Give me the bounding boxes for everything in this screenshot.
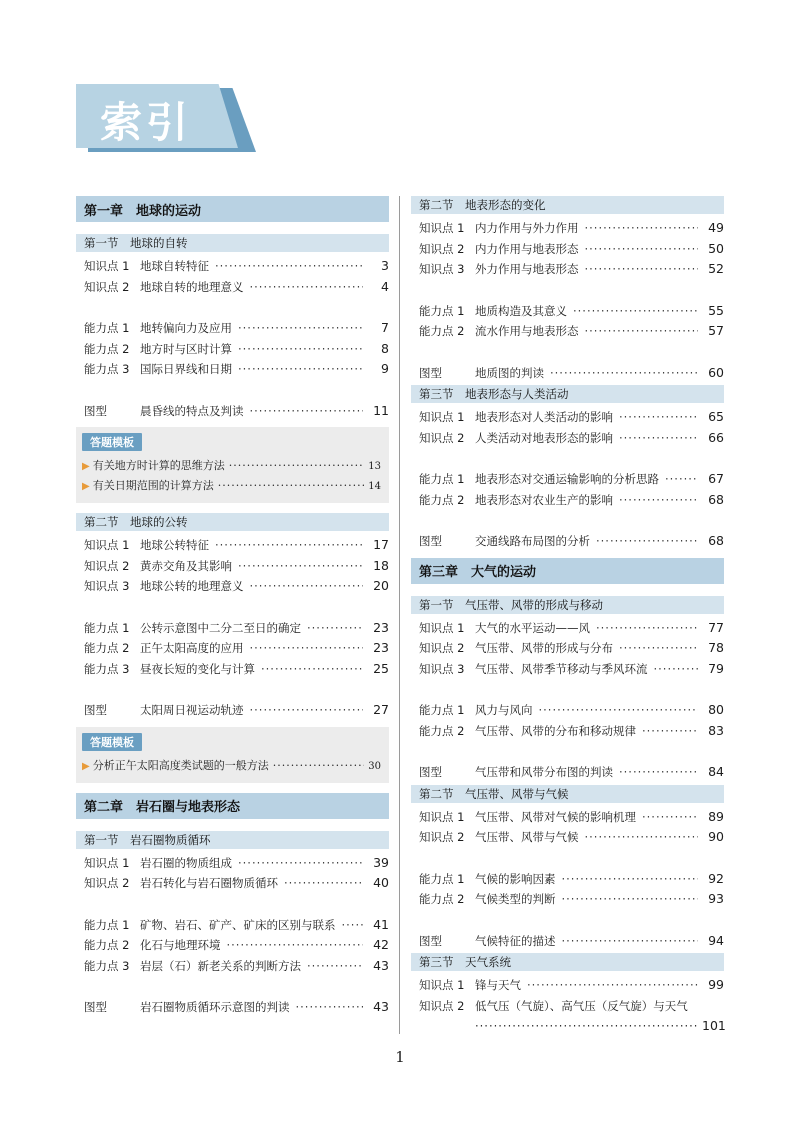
entry-page: 9 bbox=[381, 361, 389, 376]
entry-label: 知识点 1 bbox=[419, 410, 465, 424]
leader-dots bbox=[619, 641, 698, 655]
entry-label: 能力点 2 bbox=[419, 892, 465, 906]
entry-label: 能力点 2 bbox=[84, 938, 130, 952]
index-entry[interactable] bbox=[76, 341, 389, 362]
triangle-icon: ▶ bbox=[82, 760, 90, 772]
entry-label: 知识点 2 bbox=[84, 279, 130, 294]
entry-text: 岩层（石）新老关系的判断方法 bbox=[140, 958, 301, 973]
leader-dots bbox=[550, 366, 698, 380]
leader-dots bbox=[250, 703, 364, 717]
entry-page: 60 bbox=[708, 364, 724, 380]
chapter-heading[interactable]: 第三章 大气的运动 bbox=[411, 558, 724, 584]
entry-page: 7 bbox=[381, 320, 389, 335]
entry-page: 94 bbox=[708, 932, 724, 948]
leader-dots bbox=[238, 321, 363, 335]
entry-label: 知识点 1 bbox=[419, 620, 465, 635]
leader-dots bbox=[562, 934, 699, 948]
entry-page: 43 bbox=[373, 999, 389, 1014]
entry-text: 地球自转的地理意义 bbox=[140, 279, 244, 294]
section-heading[interactable]: 第一节 地球的自转 bbox=[76, 234, 389, 252]
leader-dots bbox=[596, 621, 698, 635]
index-entry[interactable] bbox=[76, 958, 389, 979]
leader-dots bbox=[562, 892, 699, 906]
leader-dots bbox=[215, 538, 363, 552]
index-entry[interactable] bbox=[411, 303, 724, 324]
entry-text: 气压带和风带分布图的判读 bbox=[475, 765, 613, 779]
index-entry[interactable] bbox=[411, 977, 724, 998]
index-entry[interactable] bbox=[76, 403, 389, 424]
entry-page: 39 bbox=[373, 854, 389, 870]
entry-label: 知识点 3 bbox=[84, 579, 130, 593]
index-entry[interactable] bbox=[411, 809, 724, 830]
entry-page: 40 bbox=[373, 875, 389, 890]
page-number: 1 bbox=[395, 1048, 405, 1066]
leader-dots bbox=[585, 324, 699, 338]
entry-page: 4 bbox=[381, 278, 389, 294]
entry-page: 99 bbox=[708, 977, 724, 992]
column-divider bbox=[399, 196, 400, 1034]
entry-label: 知识点 1 bbox=[419, 221, 465, 235]
leader-dots bbox=[250, 404, 364, 418]
entry-text: 黄赤交角及其影响 bbox=[140, 558, 232, 573]
answer-template-box bbox=[76, 727, 389, 783]
entry-page: 90 bbox=[708, 829, 724, 844]
entry-page: 23 bbox=[373, 619, 389, 635]
answer-template-box bbox=[76, 427, 389, 503]
entry-label: 知识点 2 bbox=[419, 641, 465, 655]
entry-page: 92 bbox=[708, 870, 724, 886]
entry-page: 83 bbox=[708, 722, 724, 738]
entry-page: 27 bbox=[373, 702, 389, 717]
leader-dots bbox=[227, 938, 364, 952]
index-entry[interactable] bbox=[76, 578, 389, 599]
template-page: 14 bbox=[368, 481, 381, 492]
chapter-heading[interactable]: 第一章 地球的运动 bbox=[76, 196, 389, 222]
index-entry[interactable] bbox=[76, 361, 389, 382]
entry-text: 地转偏向力及应用 bbox=[140, 321, 232, 335]
entry-page: 68 bbox=[708, 533, 724, 548]
leader-dots bbox=[665, 472, 698, 486]
section-heading[interactable]: 第三节 地表形态与人类活动 bbox=[411, 385, 724, 403]
entry-label: 图型 bbox=[84, 1000, 107, 1014]
entry-page: 23 bbox=[373, 640, 389, 655]
entry-label: 能力点 2 bbox=[84, 641, 130, 655]
entry-text: 外力作用与地表形态 bbox=[475, 262, 579, 276]
entry-label: 能力点 2 bbox=[419, 492, 465, 507]
entry-text: 太阳周日视运动轨迹 bbox=[140, 703, 244, 717]
entry-label: 图型 bbox=[419, 933, 442, 948]
leader-dots bbox=[238, 559, 363, 573]
entry-text: 地球公转特征 bbox=[140, 538, 209, 552]
leader-dots bbox=[238, 856, 363, 870]
section-heading[interactable]: 第二节 地表形态的变化 bbox=[411, 196, 724, 214]
entry-page: 84 bbox=[708, 764, 724, 779]
index-entry[interactable] bbox=[411, 261, 724, 282]
index-entry[interactable] bbox=[411, 998, 724, 1039]
entry-page: 18 bbox=[373, 557, 389, 573]
section-heading[interactable]: 第三节 天气系统 bbox=[411, 953, 724, 971]
section-heading[interactable]: 第一节 气压带、风带的形成与移动 bbox=[411, 596, 724, 614]
entry-text: 地表形态对人类活动的影响 bbox=[475, 410, 613, 424]
entry-label: 知识点 2 bbox=[84, 876, 130, 890]
entry-text: 气候的影响因素 bbox=[475, 871, 556, 886]
leader-dots bbox=[539, 703, 699, 717]
entry-page: 20 bbox=[373, 578, 389, 593]
entry-page: 68 bbox=[708, 491, 724, 507]
index-entry[interactable] bbox=[411, 220, 724, 241]
triangle-icon: ▶ bbox=[82, 481, 90, 492]
entry-label: 图型 bbox=[419, 765, 442, 779]
entry-label: 知识点 3 bbox=[419, 262, 465, 276]
template-badge: 答题模板 bbox=[82, 433, 142, 451]
leader-dots bbox=[596, 534, 698, 548]
leader-dots bbox=[642, 724, 698, 738]
entry-text: 地质图的判读 bbox=[475, 365, 544, 380]
entry-label: 知识点 2 bbox=[419, 830, 465, 844]
entry-text: 内力作用与地表形态 bbox=[475, 241, 579, 256]
leader-dots bbox=[296, 1000, 364, 1014]
entry-page: 3 bbox=[381, 258, 389, 273]
index-entry[interactable] bbox=[76, 537, 389, 558]
entry-page: 50 bbox=[708, 240, 724, 256]
entry-label: 知识点 1 bbox=[84, 538, 130, 552]
leader-dots bbox=[527, 978, 698, 992]
entry-text: 国际日界线和日期 bbox=[140, 362, 232, 376]
entry-text: 地球公转的地理意义 bbox=[140, 579, 244, 593]
entry-text: 公转示意图中二分二至日的确定 bbox=[140, 620, 301, 635]
entry-text: 昼夜长短的变化与计算 bbox=[140, 661, 255, 676]
entry-text: 气压带、风带的分布和移动规律 bbox=[475, 723, 636, 738]
entry-page: 52 bbox=[708, 261, 724, 276]
leader-dots bbox=[238, 362, 363, 376]
entry-text: 风力与风向 bbox=[475, 703, 533, 717]
entry-label: 能力点 1 bbox=[84, 321, 130, 335]
entry-text: 岩石转化与岩石圈物质循环 bbox=[140, 876, 278, 890]
leader-dots bbox=[261, 662, 363, 676]
leader-dots bbox=[619, 493, 698, 507]
entry-page: 78 bbox=[708, 640, 724, 655]
entry-label: 能力点 1 bbox=[419, 703, 465, 717]
entry-text: 大气的水平运动——风 bbox=[475, 620, 590, 635]
entry-text: 交通线路布局图的分析 bbox=[475, 534, 590, 548]
entry-label: 知识点 1 bbox=[84, 259, 130, 273]
entry-page: 11 bbox=[373, 402, 389, 418]
index-entry[interactable] bbox=[76, 279, 389, 300]
index-entry[interactable] bbox=[411, 492, 724, 513]
entry-label: 知识点 1 bbox=[419, 809, 465, 824]
leader-dots bbox=[229, 459, 365, 472]
index-entry[interactable] bbox=[411, 533, 724, 554]
entry-page: 55 bbox=[708, 302, 724, 318]
entry-page: 79 bbox=[708, 660, 724, 676]
leader-dots bbox=[585, 221, 699, 235]
chapter-heading[interactable]: 第二章 岩石圈与地表形态 bbox=[76, 793, 389, 819]
entry-text: 晨昏线的特点及判读 bbox=[140, 403, 244, 418]
entry-label: 知识点 2 bbox=[419, 430, 465, 445]
leader-dots bbox=[218, 479, 365, 492]
leader-dots bbox=[642, 810, 698, 824]
entry-page: 67 bbox=[708, 471, 724, 486]
entry-text: 地表形态对交通运输影响的分析思路 bbox=[475, 472, 659, 486]
leader-dots bbox=[307, 959, 363, 973]
entry-label: 能力点 1 bbox=[84, 917, 130, 932]
index-entry[interactable] bbox=[76, 661, 389, 682]
entry-label: 知识点 1 bbox=[84, 855, 130, 870]
template-item[interactable] bbox=[82, 477, 381, 497]
entry-text: 气压带、风带季节移动与季风环流 bbox=[475, 661, 648, 676]
leader-dots bbox=[585, 262, 699, 276]
entry-label: 能力点 1 bbox=[419, 871, 465, 886]
entry-label: 知识点 2 bbox=[84, 558, 130, 573]
entry-text: 人类活动对地表形态的影响 bbox=[475, 430, 613, 445]
entry-text: 岩石圈的物质组成 bbox=[140, 855, 232, 870]
leader-dots bbox=[215, 259, 363, 273]
entry-text: 气候特征的描述 bbox=[475, 933, 556, 948]
index-entry[interactable] bbox=[411, 933, 724, 954]
entry-page: 57 bbox=[708, 323, 724, 338]
template-text: 有关地方时计算的思维方法 bbox=[92, 459, 225, 472]
entry-page: 93 bbox=[708, 891, 724, 906]
leader-dots bbox=[573, 304, 698, 318]
entry-page: 77 bbox=[708, 619, 724, 635]
section-heading[interactable]: 第二节 地球的公转 bbox=[76, 513, 389, 531]
entry-page: 42 bbox=[373, 937, 389, 952]
index-entry[interactable] bbox=[76, 640, 389, 661]
entry-page: 66 bbox=[708, 429, 724, 445]
leader-dots bbox=[284, 876, 363, 890]
template-item[interactable] bbox=[82, 757, 381, 777]
entry-text: 正午太阳高度的应用 bbox=[140, 641, 244, 655]
index-entry[interactable] bbox=[76, 999, 389, 1020]
entry-label: 知识点 1 bbox=[419, 978, 465, 992]
entry-label: 图型 bbox=[84, 703, 107, 717]
index-entry[interactable] bbox=[411, 702, 724, 723]
entry-text: 气压带、风带的形成与分布 bbox=[475, 641, 613, 655]
entry-page: 43 bbox=[373, 957, 389, 973]
index-entry[interactable] bbox=[76, 320, 389, 341]
template-badge: 答题模板 bbox=[82, 733, 142, 751]
index-entry[interactable] bbox=[411, 640, 724, 661]
index-entry[interactable] bbox=[411, 471, 724, 492]
leader-dots bbox=[562, 872, 699, 886]
entry-page: 17 bbox=[373, 537, 389, 552]
entry-text: 气压带、风带对气候的影响机理 bbox=[475, 809, 636, 824]
entry-label: 能力点 3 bbox=[84, 958, 130, 973]
triangle-icon: ▶ bbox=[82, 461, 90, 472]
leader-dots bbox=[619, 410, 698, 424]
leader-dots bbox=[475, 1019, 698, 1033]
leader-dots bbox=[250, 641, 364, 655]
entry-page: 25 bbox=[373, 660, 389, 676]
entry-page: 89 bbox=[708, 808, 724, 824]
leader-dots bbox=[585, 830, 699, 844]
index-entry[interactable] bbox=[411, 661, 724, 682]
entry-label: 能力点 2 bbox=[84, 341, 130, 356]
leader-dots bbox=[250, 579, 364, 593]
entry-text: 低气压（气旋）、高气压（反气旋）与天气 bbox=[475, 998, 688, 1013]
entry-page: 101 bbox=[702, 1018, 726, 1033]
entry-text: 地质构造及其意义 bbox=[475, 303, 567, 318]
entry-text: 地表形态对农业生产的影响 bbox=[475, 492, 613, 507]
index-entry[interactable] bbox=[411, 430, 724, 451]
index-entry[interactable] bbox=[76, 702, 389, 723]
index-entry[interactable] bbox=[76, 258, 389, 279]
entry-label: 能力点 1 bbox=[419, 303, 465, 318]
entry-label: 能力点 2 bbox=[419, 723, 465, 738]
section-heading[interactable]: 第二节 气压带、风带与气候 bbox=[411, 785, 724, 803]
index-entry[interactable] bbox=[411, 829, 724, 850]
entry-page: 49 bbox=[708, 220, 724, 235]
entry-label: 图型 bbox=[419, 534, 442, 548]
leader-dots bbox=[238, 342, 363, 356]
entry-label: 知识点 2 bbox=[419, 241, 465, 256]
entry-text: 地方时与区时计算 bbox=[140, 341, 232, 356]
entry-label: 知识点 3 bbox=[419, 661, 465, 676]
leader-dots bbox=[250, 280, 364, 294]
leader-dots bbox=[342, 918, 364, 932]
index-entry[interactable] bbox=[411, 871, 724, 892]
entry-text: 岩石圈物质循环示意图的判读 bbox=[140, 1000, 290, 1014]
index-entry[interactable] bbox=[76, 875, 389, 896]
leader-dots bbox=[585, 242, 699, 256]
template-text: 有关日期范围的计算方法 bbox=[92, 479, 214, 492]
right-column bbox=[411, 196, 724, 1039]
entry-text: 内力作用与外力作用 bbox=[475, 221, 579, 235]
entry-text: 矿物、岩石、矿产、矿床的区别与联系 bbox=[140, 917, 336, 932]
page-title: 索引 bbox=[100, 98, 193, 147]
entry-label: 图型 bbox=[419, 365, 442, 380]
entry-text: 气压带、风带与气候 bbox=[475, 830, 579, 844]
entry-label: 能力点 1 bbox=[419, 472, 465, 486]
entry-label: 能力点 2 bbox=[419, 324, 465, 338]
index-entry[interactable] bbox=[411, 764, 724, 785]
section-heading[interactable]: 第一节 岩石圈物质循环 bbox=[76, 831, 389, 849]
leader-dots bbox=[307, 621, 363, 635]
leader-dots bbox=[619, 765, 698, 779]
template-page: 30 bbox=[368, 760, 381, 772]
entry-label: 能力点 3 bbox=[84, 661, 130, 676]
index-entry[interactable] bbox=[411, 409, 724, 430]
index-entry[interactable] bbox=[76, 558, 389, 579]
template-text: 分析正午太阳高度类试题的一般方法 bbox=[92, 758, 269, 772]
entry-text: 锋与天气 bbox=[475, 978, 521, 992]
entry-text: 流水作用与地表形态 bbox=[475, 324, 579, 338]
index-entry[interactable] bbox=[411, 365, 724, 386]
entry-label: 知识点 2 bbox=[419, 998, 465, 1013]
template-item[interactable] bbox=[82, 457, 381, 477]
leader-dots bbox=[273, 759, 365, 772]
index-title-block bbox=[76, 84, 258, 154]
entry-page: 80 bbox=[708, 702, 724, 717]
entry-label: 能力点 1 bbox=[84, 620, 130, 635]
entry-text: 气候类型的判断 bbox=[475, 892, 556, 906]
index-entry[interactable] bbox=[411, 620, 724, 641]
entry-text: 化石与地理环境 bbox=[140, 938, 221, 952]
index-entry[interactable] bbox=[411, 241, 724, 262]
index-entry[interactable] bbox=[411, 891, 724, 912]
template-page: 13 bbox=[368, 461, 381, 472]
entry-page: 41 bbox=[373, 916, 389, 932]
entry-page: 65 bbox=[708, 409, 724, 424]
entry-label: 图型 bbox=[84, 403, 107, 418]
entry-page: 8 bbox=[381, 340, 389, 356]
index-entry[interactable] bbox=[76, 917, 389, 938]
entry-text: 地球自转特征 bbox=[140, 259, 209, 273]
index-entry[interactable] bbox=[76, 620, 389, 641]
index-entry[interactable] bbox=[76, 937, 389, 958]
left-column bbox=[76, 196, 389, 1020]
leader-dots bbox=[654, 662, 699, 676]
entry-label: 能力点 3 bbox=[84, 362, 130, 376]
index-entry[interactable] bbox=[411, 723, 724, 744]
index-entry[interactable] bbox=[411, 323, 724, 344]
index-entry[interactable] bbox=[76, 855, 389, 876]
leader-dots bbox=[619, 431, 698, 445]
